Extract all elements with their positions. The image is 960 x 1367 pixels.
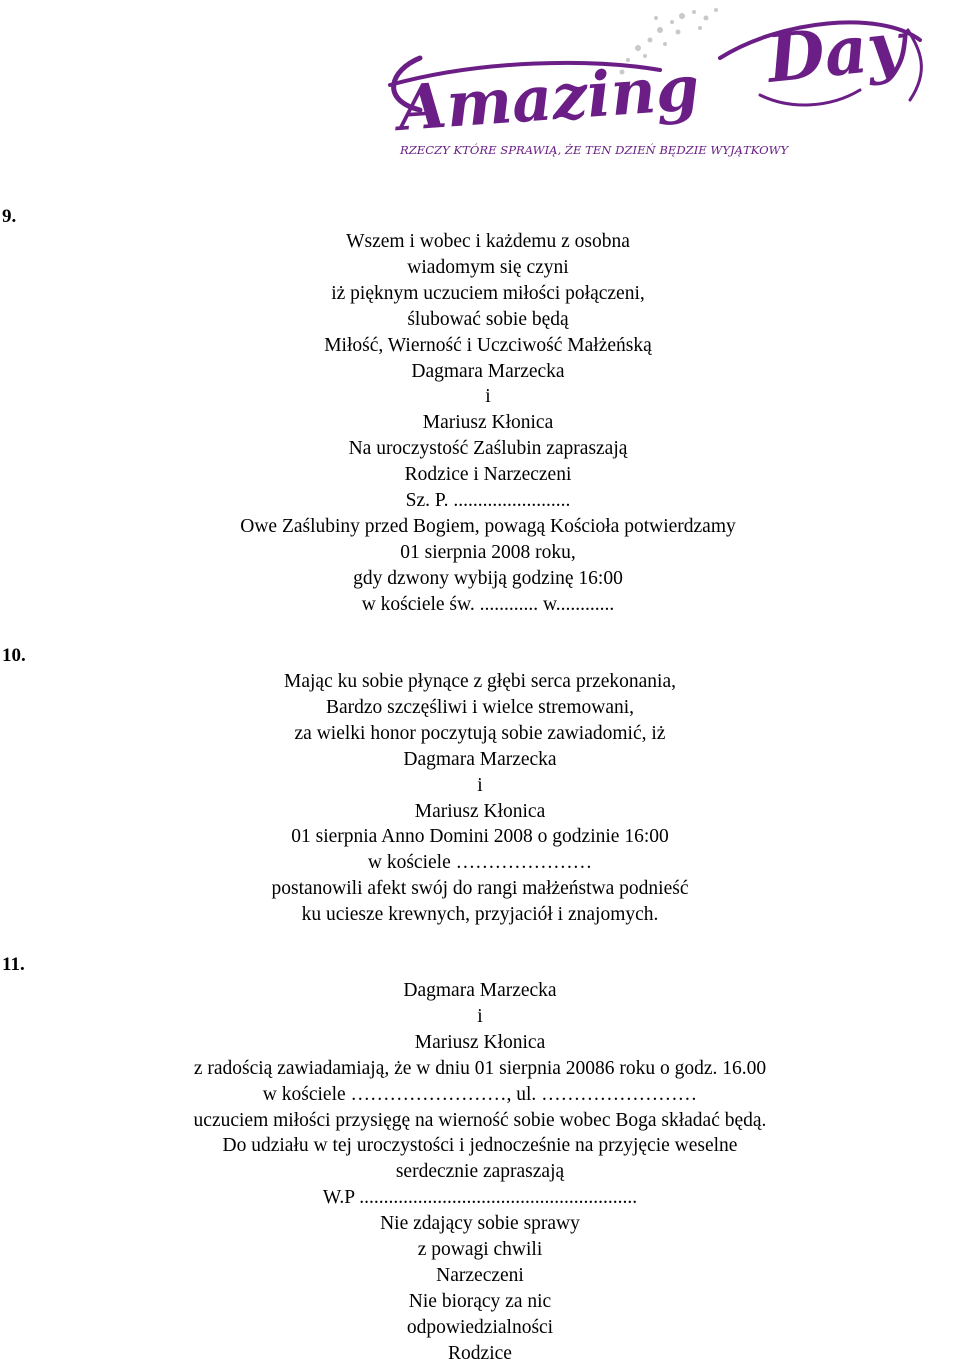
text-line: Wszem i wobec i każdemu z osobna: [346, 231, 630, 252]
text-line: postanowili afekt swój do rangi małżeństwa podnieść: [271, 878, 689, 900]
bride-name: Dagmara Marzecka: [411, 360, 565, 382]
text-line: ku uciesze krewnych, przyjaciół i znajomych.: [301, 904, 659, 926]
text-line: Nie biorący za nic: [408, 1290, 552, 1312]
ceremony-place: w kościele św. ............ w............: [361, 593, 615, 615]
text-line: serdecznie zapraszają: [395, 1161, 565, 1183]
logo-word-amazing: Amazing: [395, 51, 702, 145]
ceremony-place: w kościele …………………: [367, 852, 593, 874]
text-line: uczuciem miłości przysięgę na wierność sobie wobec Boga składać będą.: [193, 1109, 767, 1131]
text-line: Rodzice i Narzeczeni: [404, 464, 572, 486]
bride-name: Dagmara Marzecka: [403, 980, 557, 1001]
logo-word-day: Day: [763, 5, 910, 98]
signature-couple: Narzeczeni: [436, 1264, 524, 1286]
groom-name: Mariusz Kłonica: [422, 412, 554, 434]
conjunction: i: [485, 386, 491, 408]
conjunction: i: [477, 774, 483, 796]
text-line: odpowiedzialności: [406, 1316, 554, 1338]
logo-tagline: RZECZY KTÓRE SPRAWIĄ, ŻE TEN DZIEŃ BĘDZIE WYJĄTKOWY: [400, 143, 789, 157]
text-line: Owe Zaślubiny przed Bogiem, powagą Kościoła potwierdzamy: [240, 515, 736, 537]
guest-placeholder: Sz. P. ........................: [405, 490, 571, 512]
section-number-9: 9.: [2, 206, 17, 227]
guest-placeholder: W.P .........................................................: [322, 1187, 638, 1209]
ceremony-date: 01 sierpnia Anno Domini 2008 o godzinie 16:00: [291, 826, 669, 848]
text-line: iż pięknym uczuciem miłości połączeni,: [331, 282, 645, 304]
conjunction: i: [477, 1005, 483, 1027]
groom-name: Mariusz Kłonica: [414, 1031, 546, 1053]
groom-name: Mariusz Kłonica: [414, 800, 546, 822]
section-number-11: 11.: [2, 954, 25, 975]
ceremony-place: w kościele ……………………, ul. ……………………: [262, 1083, 698, 1105]
invitation-text-11: [0, 978, 960, 1367]
bride-name: Dagmara Marzecka: [403, 748, 557, 770]
signature-parents: Rodzice: [448, 1342, 512, 1364]
section-number-10: 10.: [2, 645, 26, 666]
ceremony-date: z radością zawiadamiają, że w dniu 01 sierpnia 20086 roku o godz. 16.00: [193, 1057, 767, 1079]
text-line: Na uroczystość Zaślubin zapraszają: [348, 438, 628, 460]
text-line: za wielki honor poczytują sobie zawiadomić, iż: [294, 722, 666, 744]
text-line: ślubować sobie będą: [407, 308, 569, 330]
text-line: Mając ku sobie płynące z głębi serca przekonania,: [284, 671, 676, 692]
invitation-text-10: [0, 669, 960, 928]
text-line: Bardzo szczęśliwi i wielce stremowani,: [325, 696, 635, 718]
text-line: Miłość, Wierność i Uczciwość Małżeńską: [324, 334, 652, 356]
amazing-day-logo: [360, 0, 950, 165]
text-line: wiadomym się czyni: [407, 256, 569, 278]
invitation-text-9: [0, 229, 960, 618]
text-line: z powagi chwili: [417, 1239, 543, 1261]
ceremony-time: gdy dzwony wybiją godzinę 16:00: [353, 567, 623, 589]
text-line: Do udziału w tej uroczystości i jednocześnie na przyjęcie weselne: [222, 1135, 738, 1157]
text-line: Nie zdający sobie sprawy: [380, 1213, 580, 1235]
ceremony-date: 01 sierpnia 2008 roku,: [400, 541, 576, 563]
